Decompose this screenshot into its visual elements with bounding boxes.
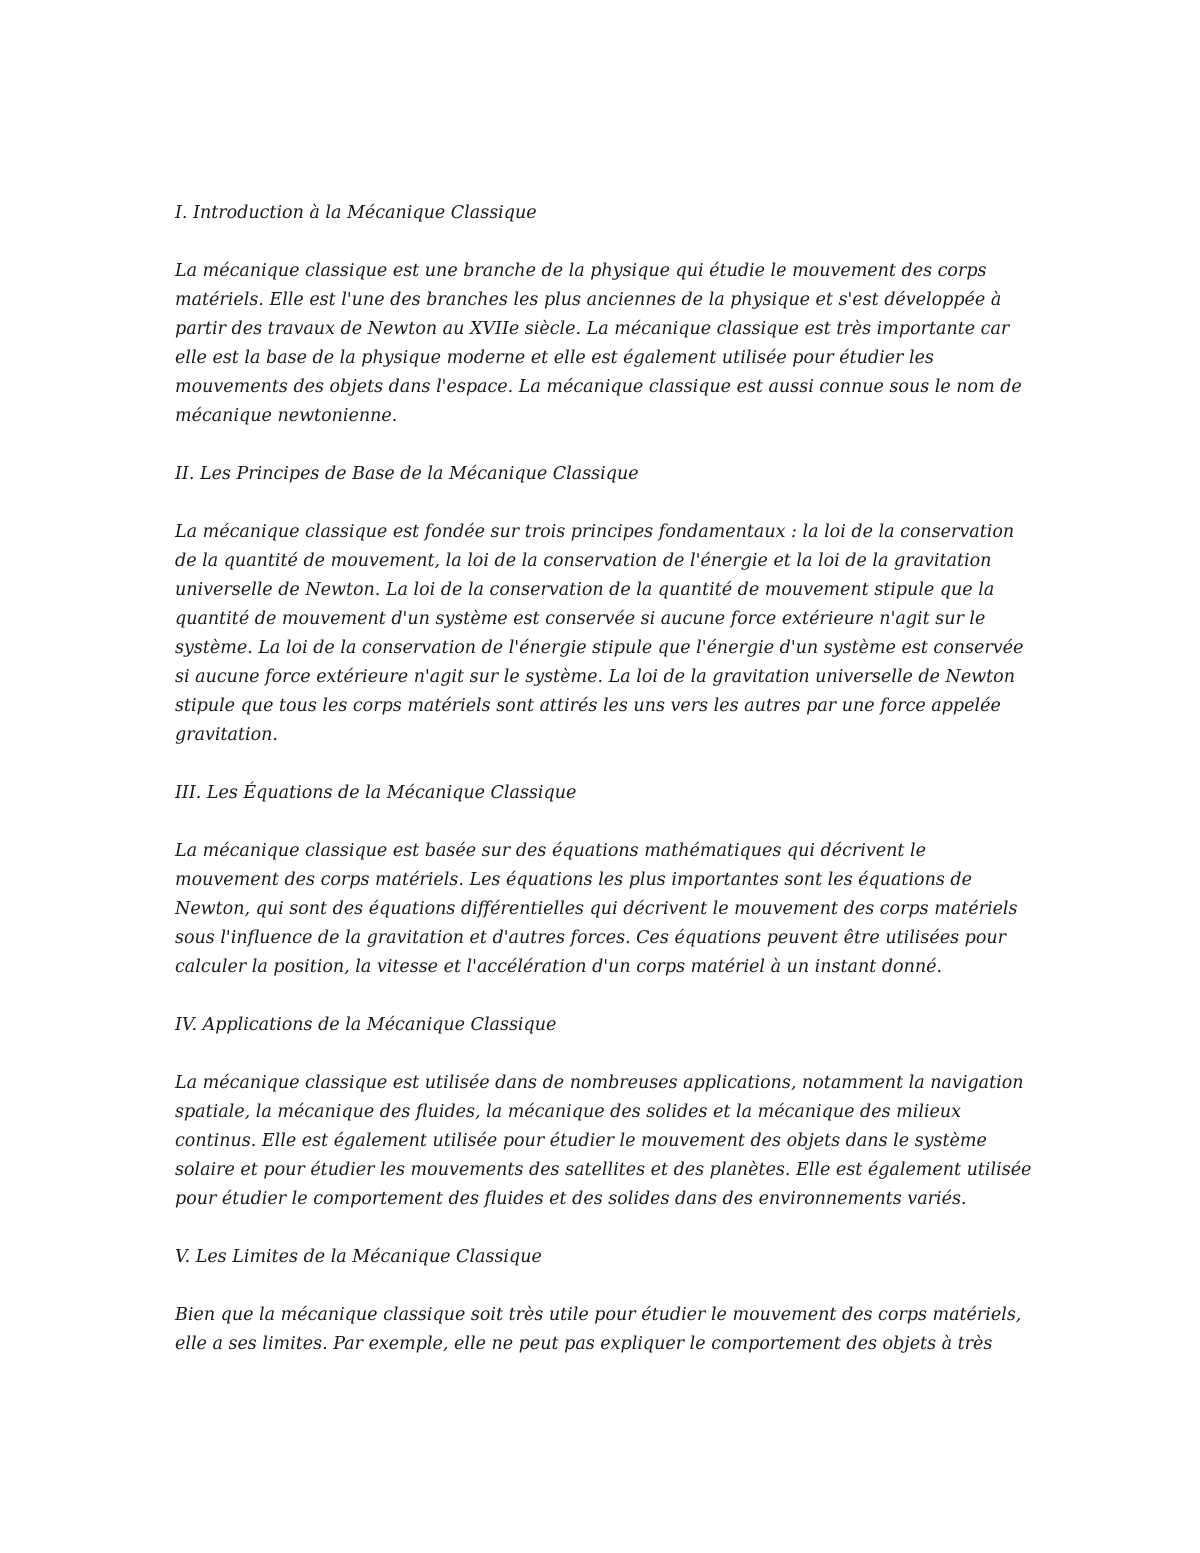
section-paragraph: La mécanique classique est utilisée dans de nombreuses applications, notamment la navigation spatiale, la mécanique des fluides, la mécanique des solides et la mécanique des milieux continus. Elle est également utilisée pour étudier le mouvement des objets dans le système solaire et pour étudier les mouvements des satellites et des planètes. Elle est également utilisée pour étudier le comportement des fluides et des solides dans des environnements variés. <box>175 1073 1032 1209</box>
section-heading: V. Les Limites de la Mécanique Classique <box>175 1247 542 1267</box>
document-body <box>175 199 1035 1388</box>
section-heading: I. Introduction à la Mécanique Classique <box>175 203 537 223</box>
section-heading: IV. Applications de la Mécanique Classique <box>175 1015 557 1035</box>
section-paragraph: La mécanique classique est basée sur des équations mathématiques qui décrivent le mouvement des corps matériels. Les équations les plus importantes sont les équations de Newton, qui sont des équations différentielles qui décrivent le mouvement des corps matériels sous l'influence de la gravitation et d'autres forces. Ces équations peuvent être utilisées pour calculer la position, la vitesse et l'accélération d'un corps matériel à un instant donné. <box>175 841 1018 977</box>
section-heading: III. Les Équations de la Mécanique Classique <box>175 783 577 803</box>
section-paragraph: Bien que la mécanique classique soit très utile pour étudier le mouvement des corps matériels, elle a ses limites. Par exemple, elle ne peut pas expliquer le comportement des objets à très <box>175 1305 1022 1354</box>
section-paragraph: La mécanique classique est une branche de la physique qui étudie le mouvement des corps matériels. Elle est l'une des branches les plus anciennes de la physique et s'est développée à partir des travaux de Newton au XVIIe siècle. La mécanique classique est très importante car elle est la base de la physique moderne et elle est également utilisée pour étudier les mouvements des objets dans l'espace. La mécanique classique est aussi connue sous le nom de mécanique newtonienne. <box>175 261 1022 426</box>
section-heading: II. Les Principes de Base de la Mécanique Classique <box>175 464 639 484</box>
section-paragraph: La mécanique classique est fondée sur trois principes fondamentaux : la loi de la conservation de la quantité de mouvement, la loi de la conservation de l'énergie et la loi de la gravitation universelle de Newton. La loi de la conservation de la quantité de mouvement stipule que la quantité de mouvement d'un système est conservée si aucune force extérieure n'agit sur le système. La loi de la conservation de l'énergie stipule que l'énergie d'un système est conservée si aucune force extérieure n'agit sur le système. La loi de la gravitation universelle de Newton stipule que tous les corps matériels sont attirés les uns vers les autres par une force appelée gravitation. <box>175 522 1024 745</box>
